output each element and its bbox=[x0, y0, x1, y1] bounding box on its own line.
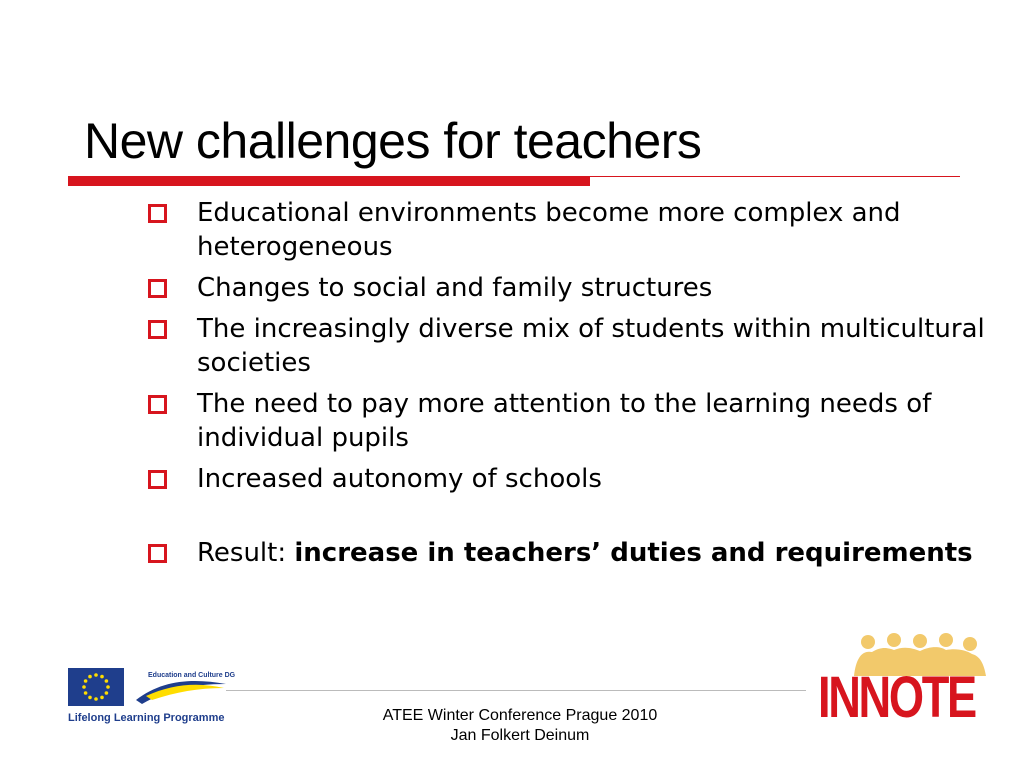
square-bullet-icon bbox=[148, 279, 167, 298]
bullet-item bbox=[148, 312, 998, 380]
title-underline-thick bbox=[68, 176, 590, 186]
result-bullet bbox=[148, 536, 998, 570]
square-bullet-icon bbox=[148, 544, 167, 563]
lifelong-learning-label: Lifelong Learning Programme bbox=[68, 712, 225, 724]
bullet-text: Educational environments become more complex and heterogeneous bbox=[197, 198, 901, 262]
square-bullet-icon bbox=[148, 395, 167, 414]
footer-author: Jan Folkert Deinum bbox=[450, 727, 590, 744]
result-prefix: Result: bbox=[197, 538, 295, 568]
result-emphasis: increase in teachers’ duties and requirements bbox=[294, 538, 973, 568]
bullet-text: Increased autonomy of schools bbox=[197, 464, 602, 494]
eu-lifelong-learning-logo bbox=[68, 668, 236, 730]
bullet-item bbox=[148, 271, 998, 305]
bullet-item bbox=[148, 387, 998, 455]
bullet-item bbox=[148, 462, 998, 496]
bullet-list bbox=[148, 196, 998, 577]
bullet-item bbox=[148, 196, 998, 264]
square-bullet-icon bbox=[148, 320, 167, 339]
bullet-text: The need to pay more attention to the learning needs of individual pupils bbox=[197, 389, 932, 453]
eu-flag-icon bbox=[68, 668, 124, 706]
square-bullet-icon bbox=[148, 204, 167, 223]
innote-logo bbox=[812, 632, 988, 728]
footer-divider bbox=[226, 690, 806, 691]
footer-conference: ATEE Winter Conference Prague 2010 bbox=[382, 707, 658, 724]
square-bullet-icon bbox=[148, 470, 167, 489]
innote-wordmark: INNOTE bbox=[818, 665, 975, 730]
bullet-text: The increasingly diverse mix of students within multicultural societies bbox=[197, 314, 985, 378]
footer bbox=[330, 706, 710, 746]
slide-title: New challenges for teachers bbox=[84, 113, 702, 169]
bullet-text: Changes to social and family structures bbox=[197, 273, 713, 303]
title-underline-thin bbox=[590, 176, 960, 177]
eu-dg-label: Education and Culture DG bbox=[148, 672, 236, 679]
